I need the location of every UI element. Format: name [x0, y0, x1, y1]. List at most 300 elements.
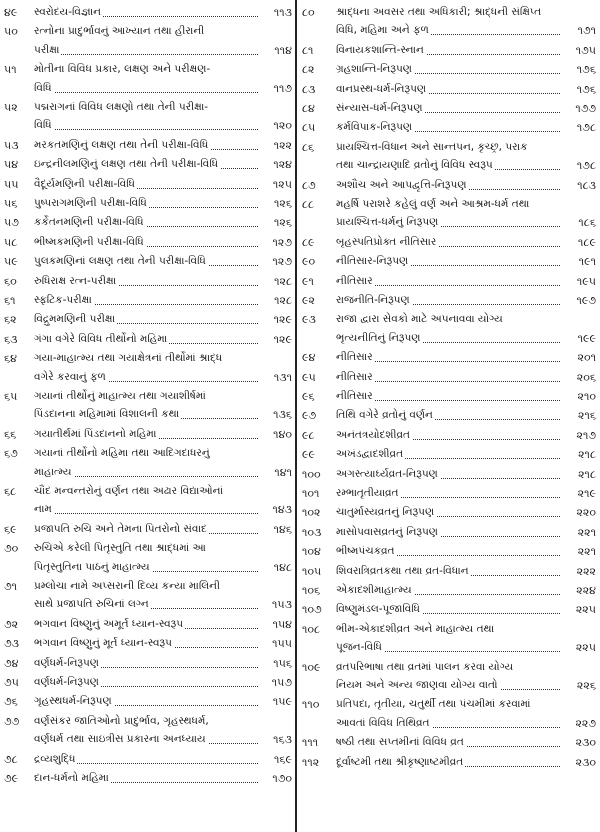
chapter-number: ૮૪ — [302, 102, 315, 115]
chapter-title-text: આવતાં વિવિધ તિથિવ્રત — [336, 716, 430, 729]
chapter-title-text: મરકતમણિનું લક્ષણ તથા તેની પરીક્ષા-વિધિ — [34, 138, 209, 151]
page-number: ૧૪૩ — [258, 501, 292, 518]
chapter-title-text: પિંડદાનના મહિમામાં વિશાલની કથા — [34, 408, 180, 421]
toc-entry[interactable] — [4, 137, 292, 155]
toc-entry[interactable] — [302, 253, 596, 271]
page-number: ૨૨૬ — [560, 677, 596, 694]
page-number: ૧૨૮ — [258, 273, 292, 290]
chapter-number: ૫૪ — [4, 158, 19, 172]
toc-entry[interactable] — [302, 446, 596, 464]
toc-entry[interactable] — [4, 693, 292, 711]
chapter-number: ૬૨ — [4, 313, 17, 327]
chapter-title-line — [336, 677, 596, 694]
chapter-title-line — [34, 731, 292, 748]
page-number: ૧૭૭ — [560, 100, 596, 117]
toc-entry[interactable] — [302, 177, 596, 195]
chapter-title-line — [336, 754, 596, 771]
chapter-title-text: અશૌચ અને આપદ્વૃત્તિ-નિરૂપણ — [336, 178, 467, 191]
page-number: ૨૩૦ — [560, 754, 596, 771]
chapter-title-text: ષષ્ઠી તથા સપ્તમીનાં વિવિધ વ્રત — [336, 736, 464, 749]
chapter-title-text: રુચિએ કરેલી પિતૃસ્તુતિ તથા શ્રાદ્ધમાં આ — [34, 542, 206, 555]
page-number: ૨૦૧ — [560, 349, 596, 366]
chapter-number: ૫૦ — [4, 25, 18, 39]
chapter-title-line — [34, 616, 292, 633]
toc-entry[interactable] — [4, 674, 292, 692]
page-number: ૧૨૭ — [258, 234, 292, 251]
page-number: ૧૨૨ — [258, 137, 292, 154]
chapter-title-line — [34, 311, 292, 328]
chapter-number: ૧૦૫ — [302, 564, 322, 578]
page-number: ૧૫૪ — [258, 616, 292, 633]
chapter-title-line — [34, 195, 292, 212]
toc-entry[interactable] — [302, 369, 596, 387]
chapter-title-text: વર્ણધર્મ-નિરૂપણ — [34, 656, 99, 669]
chapter-title-text: મહર્ષિ પરાશરે કહેલું વર્ણ અને આશ્રમ-ધર્મ તથા — [336, 198, 530, 210]
chapter-title-text: ગયાનાં તીર્થોનું માહાત્મ્ય તથા ગયાશીર્ષમાં — [34, 390, 206, 402]
page-number: ૨૧૦ — [560, 388, 596, 405]
toc-entry[interactable] — [302, 139, 596, 176]
chapter-title-text: પ્રતિપદા, તૃતીયા, ચતુર્થી તથા પંચમીમાં કરવામાં — [336, 698, 531, 711]
chapter-title-line — [336, 601, 596, 618]
chapter-number: ૧૦૧ — [302, 487, 320, 500]
toc-left-column — [4, 0, 292, 832]
chapter-title-line — [34, 578, 292, 595]
chapter-title-line — [34, 464, 292, 481]
chapter-title-text: સ્ફટિક-પરીક્ષા — [34, 294, 92, 306]
chapter-title-text: શિવરાત્રિવ્રતકથા તથા વ્રત-વિધાન — [336, 564, 469, 577]
chapter-title-line — [34, 635, 292, 652]
chapter-title-line — [336, 119, 596, 136]
chapter-title-line — [34, 61, 292, 78]
chapter-number: ૭૩ — [4, 637, 19, 651]
page-number: ૧૪૮ — [258, 559, 292, 576]
toc-entry[interactable] — [302, 621, 596, 658]
chapter-title-line — [34, 137, 292, 154]
page-number: ૨૧૮ — [560, 466, 596, 483]
chapter-number: ૭૨ — [4, 617, 19, 631]
chapter-title-line — [34, 369, 292, 386]
chapter-number: ૭૮ — [4, 752, 18, 766]
chapter-title-text: વાનપ્રસ્થ-ધર્મ-નિરૂપણ — [336, 82, 427, 95]
chapter-title-line — [34, 483, 292, 500]
toc-entry[interactable] — [302, 100, 596, 118]
toc-entry[interactable] — [4, 331, 292, 349]
chapter-title-line — [336, 369, 596, 386]
toc-entry[interactable] — [4, 4, 292, 22]
chapter-title-line — [336, 311, 596, 328]
toc-entry[interactable] — [302, 563, 596, 581]
chapter-title-line — [336, 196, 596, 213]
toc-entry[interactable] — [302, 407, 596, 425]
chapter-title-text: ગ્રહશાન્તિ-નિરૂપણ — [336, 63, 412, 76]
chapter-title-text: નીતિસાર — [336, 274, 373, 287]
chapter-title-text: વર્ણસંકર જાતિઓનો પ્રાદુર્ભાવ, ગૃહસ્થધર્મ, — [34, 714, 209, 727]
chapter-number: ૮૫ — [302, 121, 316, 135]
toc-entry[interactable] — [4, 176, 292, 194]
chapter-title-line — [336, 446, 596, 463]
toc-entry[interactable] — [4, 521, 292, 539]
chapter-title-text: રાજા દ્વારા સેવકો માટે અપનાવવા યોગ્ય — [336, 313, 503, 326]
toc-entry[interactable] — [4, 426, 292, 444]
toc-entry[interactable] — [302, 388, 596, 406]
chapter-title-text: ગૃહસ્થધર્મ-નિરૂપણ — [34, 695, 112, 708]
chapter-title-text: તથા ચાન્દ્રાયણાદિ વ્રતોનું વિવિધ સ્વરૂપ — [336, 159, 493, 172]
chapter-title-text: ભગવાન વિષ્ણુનું અમૂર્ત ધ્યાન-સ્વરૂપ — [34, 617, 184, 630]
page-number: ૧૭૬ — [560, 61, 596, 78]
chapter-title-line — [336, 100, 596, 117]
chapter-title-text: ચાતુર્માસ્યવ્રતનું નિરૂપણ — [336, 506, 435, 519]
chapter-title-line — [34, 501, 292, 518]
chapter-number: ૧૦૦ — [302, 467, 321, 481]
chapter-title-text: મોતીના વિવિધ પ્રકાર, લક્ષણ અને પરીક્ષણ- — [34, 63, 211, 76]
chapter-number: ૭૪ — [4, 656, 19, 670]
chapter-title-line — [34, 674, 292, 691]
chapter-title-line — [336, 4, 596, 21]
chapter-number: ૧૧૨ — [302, 755, 320, 769]
chapter-title-text: વગેરે કરવાનું ફળ — [34, 370, 106, 383]
toc-entry[interactable] — [302, 543, 596, 561]
page-number: ૨૧૯ — [560, 485, 596, 502]
chapter-title-text: વ્રતપરિભાષા તથા વ્રતમાં પાલન કરવા યોગ્ય — [336, 660, 514, 673]
page-number: ૨૨૭ — [560, 715, 596, 732]
page-number: ૧૯૭ — [560, 292, 596, 309]
chapter-title-line — [336, 734, 596, 751]
chapter-title-text: તિથિ વગેરે વ્રતોનું વર્ણન — [336, 409, 433, 422]
chapter-number: ૬૩ — [4, 332, 18, 346]
chapter-number: ૯૨ — [302, 294, 315, 307]
chapter-title-text: નીતિસાર — [336, 370, 373, 383]
chapter-number: ૯૮ — [302, 428, 315, 442]
chapter-title-text: શ્રાદ્ધના અવસર તથા અધિકારી; શ્રાદ્ધની સંક્ષિપ્ત — [336, 6, 542, 18]
chapter-title-line — [34, 331, 292, 348]
chapter-title-text: પ્રમ્લોચા નામે અપ્સરાની દિવ્ય કન્યા માલિની — [34, 580, 220, 592]
chapter-title-line — [336, 543, 596, 560]
chapter-number: ૧૦૨ — [302, 506, 321, 520]
chapter-number: ૬૦ — [4, 274, 17, 288]
page-number: ૧૫૬ — [258, 655, 292, 672]
chapter-number: ૭૦ — [4, 542, 19, 556]
chapter-number: ૮૮ — [302, 198, 315, 211]
chapter-title-text: પુષ્પરાગમણિની પરીક્ષા-વિધિ — [34, 197, 147, 209]
toc-entry[interactable] — [302, 42, 596, 60]
page-number: ૧૫૫ — [258, 635, 292, 652]
toc-entry[interactable] — [302, 601, 596, 619]
chapter-title-line — [34, 521, 292, 538]
page-number: ૧૮૬ — [560, 214, 596, 231]
toc-entry[interactable] — [4, 292, 292, 310]
toc-entry[interactable] — [4, 616, 292, 634]
chapter-title-line — [34, 406, 292, 423]
chapter-number: ૬૯ — [4, 522, 17, 536]
chapter-title-line — [336, 466, 596, 483]
toc-entry[interactable] — [302, 349, 596, 367]
toc-entry[interactable] — [4, 770, 292, 788]
chapter-title-line — [336, 504, 596, 521]
chapter-number: ૯૧ — [302, 274, 314, 288]
chapter-number: ૯૫ — [302, 370, 316, 384]
toc-entry[interactable] — [4, 751, 292, 769]
page-number: ૨૨૧ — [560, 543, 596, 560]
toc-entry[interactable] — [4, 445, 292, 482]
chapter-title-text: ભગવાન વિષ્ણુનું મૂર્ત ધ્યાન-સ્વરૂપ — [34, 637, 172, 650]
toc-entry[interactable] — [4, 350, 292, 387]
chapter-number: ૯૩ — [302, 313, 316, 327]
chapter-title-text: અખંડદ્વાદશીવ્રત — [336, 448, 404, 461]
chapter-title-line — [34, 42, 292, 59]
chapter-title-line — [34, 23, 292, 40]
chapter-title-line — [34, 292, 292, 309]
column-divider — [295, 0, 297, 832]
chapter-title-line — [336, 61, 596, 78]
chapter-title-text: વિનાયકશાન્તિ-સ્નાન — [336, 43, 424, 56]
chapter-number: ૬૮ — [4, 485, 17, 498]
chapter-title-line — [34, 99, 292, 116]
chapter-title-line — [336, 639, 596, 656]
chapter-title-line — [336, 659, 596, 676]
chapter-number: ૯૦ — [302, 255, 316, 269]
chapter-number: ૫૧ — [4, 63, 17, 77]
toc-entry[interactable] — [302, 504, 596, 522]
toc-entry[interactable] — [4, 156, 292, 174]
chapter-title-text: નિયમ અને અન્ય જાણવા યોગ્ય વાતો — [336, 678, 498, 691]
toc-entry[interactable] — [302, 292, 596, 310]
page-number: ૨૨૨ — [560, 563, 596, 580]
chapter-title-line — [34, 540, 292, 557]
chapter-number: ૧૧૧ — [302, 736, 319, 750]
chapter-number: ૭૬ — [4, 695, 18, 709]
chapter-number: ૧૦૬ — [302, 584, 321, 597]
toc-entry[interactable] — [4, 578, 292, 615]
chapter-title-text: ગયાનાં તીર્થોનો મહિમા તથા આદિગદાધરનું — [34, 447, 210, 460]
page-number: ૧૨૯ — [258, 311, 292, 328]
toc-entry[interactable] — [302, 427, 596, 445]
toc-entry[interactable] — [302, 582, 596, 600]
chapter-number: ૮૯ — [302, 235, 315, 249]
toc-entry[interactable] — [302, 61, 596, 79]
page-number: ૧૭૧ — [560, 22, 596, 39]
chapter-title-text: ભીષ્મપંચકવ્રત — [336, 545, 395, 558]
chapter-title-line — [336, 524, 596, 541]
chapter-title-text: વિષ્ણુમંડલ-પૂજાવિધિ — [336, 603, 420, 616]
chapter-number: ૬૬ — [4, 427, 17, 441]
chapter-title-line — [336, 273, 596, 290]
page-number: ૨૧૬ — [560, 407, 596, 424]
toc-entry[interactable] — [302, 4, 596, 41]
page-number: ૧૪૬ — [258, 521, 292, 538]
chapter-title-text: અગસ્ત્યાર્ઘ્યવ્રત-નિરૂપણ — [336, 467, 438, 480]
chapter-number: ૯૯ — [302, 448, 316, 462]
chapter-number: ૧૧૦ — [302, 698, 320, 712]
chapter-title-line — [34, 253, 292, 270]
toc-entry[interactable] — [4, 635, 292, 653]
toc-entry[interactable] — [4, 61, 292, 98]
toc-entry[interactable] — [302, 696, 596, 733]
toc-entry[interactable] — [4, 99, 292, 136]
chapter-title-line — [34, 4, 292, 21]
chapter-number: ૮૬ — [302, 140, 315, 154]
chapter-title-text: દાન-ધર્મનો મહિમા — [34, 772, 109, 784]
chapter-title-line — [336, 253, 596, 270]
toc-entry[interactable] — [302, 754, 596, 772]
chapter-title-line — [34, 156, 292, 173]
toc-entry[interactable] — [302, 273, 596, 291]
page-number: ૧૫૭ — [258, 674, 292, 691]
chapter-number: ૪૯ — [4, 6, 18, 19]
chapter-number: ૧૦૮ — [302, 622, 321, 636]
chapter-number: ૫૩ — [4, 138, 19, 152]
chapter-title-text: કર્કેતનમણિની પરીક્ષા-વિધિ — [34, 216, 144, 229]
page-number: ૧૩૬ — [258, 406, 292, 423]
chapter-title-text: પુલકમણિનાં લક્ષણ તથા તેની પરીક્ષા-વિધિ — [34, 255, 206, 268]
chapter-title-text: વર્ણધર્મ-નિરૂપણ — [34, 676, 99, 688]
page-number: ૧૭૦ — [258, 770, 292, 787]
page-number: ૨૨૫ — [560, 601, 596, 618]
page-number: ૨૦૬ — [560, 369, 596, 386]
chapter-title-text: રુધિરાક્ષ રત્ન-પરીક્ષા — [34, 274, 117, 287]
chapter-title-text: દ્રવ્યશુદ્ધિ — [34, 752, 76, 765]
page-number: ૨૩૦ — [560, 734, 596, 751]
page-number: ૧૨૯ — [258, 331, 292, 348]
chapter-title-line — [336, 407, 596, 424]
chapter-title-line — [336, 621, 596, 638]
chapter-number: ૫૯ — [4, 255, 18, 269]
page-number: ૨૧૭ — [560, 427, 596, 444]
toc-entry[interactable] — [302, 311, 596, 348]
chapter-title-line — [336, 715, 596, 732]
chapter-title-text: સાથે પ્રજાપતિ રુચિનાં લગ્ન — [34, 598, 149, 611]
page-number: ૧૯૫ — [560, 273, 596, 290]
chapter-number: ૫૭ — [4, 216, 19, 230]
toc-entry[interactable] — [4, 214, 292, 232]
chapter-title-line — [34, 713, 292, 730]
chapter-title-line — [336, 214, 596, 231]
chapter-number: ૧૦૯ — [302, 660, 321, 674]
chapter-title-text: વૈદૂર્યમણિની પરીક્ષા-વિધિ — [34, 177, 135, 190]
chapter-title-line — [336, 563, 596, 580]
page-number: ૧૨૭ — [258, 253, 292, 270]
chapter-title-line — [34, 273, 292, 290]
chapter-number: ૮૨ — [302, 63, 315, 77]
chapter-title-text: પૂજન-વિધિ — [336, 641, 382, 654]
chapter-title-text: પદ્મરાગનાં વિવિધ લક્ષણો તથા તેની પરીક્ષા- — [34, 101, 209, 113]
toc-entry[interactable] — [302, 466, 596, 484]
chapter-number: ૬૫ — [4, 390, 18, 403]
chapter-title-text: અનંતત્રયોદશીવ્રત — [336, 428, 411, 441]
chapter-title-line — [34, 117, 292, 134]
toc-entry[interactable] — [302, 234, 596, 252]
chapter-title-line — [336, 177, 596, 194]
chapter-title-line — [34, 770, 292, 787]
toc-entry[interactable] — [4, 311, 292, 329]
chapter-title-line — [336, 22, 596, 39]
page-number: ૧૨૮ — [258, 292, 292, 309]
chapter-title-text: પ્રાયશ્ચિત્ત-વિધાન અને સાન્તપન, કૃચ્છ્ર, પરાક — [336, 140, 528, 153]
toc-entry[interactable] — [4, 388, 292, 425]
page-number: ૧૭૮ — [560, 157, 596, 174]
chapter-number: ૭૧ — [4, 580, 18, 593]
page-number: ૧૨૬ — [258, 195, 292, 212]
chapter-number: ૯૪ — [302, 351, 316, 365]
chapter-number: ૯૬ — [302, 390, 315, 403]
toc-entry[interactable] — [4, 483, 292, 520]
page-number: ૧૨૬ — [258, 214, 292, 231]
toc-entry[interactable] — [4, 655, 292, 673]
toc-entry[interactable] — [4, 234, 292, 252]
toc-entry[interactable] — [4, 540, 292, 577]
chapter-title-text: પરીક્ષા — [34, 43, 60, 56]
toc-entry[interactable] — [302, 485, 596, 503]
toc-entry[interactable] — [4, 23, 292, 60]
chapter-number: ૭૫ — [4, 676, 19, 689]
chapter-title-text: વિદ્રુમમણિની પરીક્ષા — [34, 313, 116, 326]
page-number: ૧૪૧ — [258, 464, 292, 481]
toc-entry[interactable] — [302, 81, 596, 99]
toc-entry[interactable] — [302, 659, 596, 696]
chapter-title-text: સંન્યાસ-ધર્મ-નિરૂપણ — [336, 102, 423, 114]
page-number: ૨૨૧ — [560, 524, 596, 541]
chapter-title-text: નીતિસાર — [336, 351, 373, 364]
toc-entry[interactable] — [4, 713, 292, 750]
page-number: ૧૫૩ — [258, 596, 292, 613]
chapter-title-text: રાજનીતિ-નિરૂપણ — [336, 294, 410, 306]
toc-entry[interactable] — [4, 195, 292, 213]
page-number: ૧૮૩ — [560, 177, 596, 194]
chapter-title-text: વર્ણધર્મ તથા સાઇત્રીસ પ્રકારના અનધ્યાય — [34, 733, 206, 746]
toc-entry[interactable] — [302, 734, 596, 752]
page-number: ૧૬૩ — [258, 731, 292, 748]
page-number: ૧૭૫ — [560, 42, 596, 59]
chapter-title-text: ચૌદ મન્વન્તરોનું વર્ણન તથા અઢાર વિદ્યાઓનાં — [34, 485, 224, 497]
chapter-title-text: માસોપવાસવ્રતનું નિરૂપણ — [336, 525, 438, 538]
page-number: ૧૫૯ — [258, 693, 292, 710]
toc-entry[interactable] — [4, 253, 292, 271]
toc-entry[interactable] — [302, 196, 596, 233]
chapter-title-text: ભૃત્યનીતિનું નિરૂપણ — [336, 331, 421, 344]
chapter-title-line — [336, 330, 596, 347]
chapter-title-line — [336, 349, 596, 366]
chapter-number: ૭૭ — [4, 714, 20, 728]
toc-entry[interactable] — [4, 273, 292, 291]
page-number: ૨૨૦ — [560, 504, 596, 521]
toc-entry[interactable] — [302, 524, 596, 542]
chapter-title-text: રમ્ભાતૃતીયાવ્રત — [336, 487, 399, 499]
page-number: ૧૪૦ — [258, 426, 292, 443]
page-number: ૧૧૩ — [258, 4, 292, 21]
page-number: ૧૯૯ — [560, 330, 596, 347]
chapter-title-line — [34, 176, 292, 193]
chapter-title-line — [336, 157, 596, 174]
chapter-title-text: પિતૃસ્તુતિના પાઠનું માહાત્મ્ય — [34, 560, 150, 573]
chapter-number: ૧૦૪ — [302, 545, 321, 559]
chapter-title-text: નામ — [34, 503, 52, 516]
chapter-title-text: નીતિસાર-નિરૂપણ — [336, 255, 409, 268]
chapter-title-line — [34, 80, 292, 97]
chapter-number: ૧૦૭ — [302, 603, 322, 617]
chapter-title-text: પ્રજાપતિ રુચિ અને તેમના પિતરોનો સંવાદ — [34, 522, 207, 535]
page-number: ૧૨૫ — [258, 176, 292, 193]
page-number: ૨૨૪ — [560, 582, 596, 599]
chapter-number: ૬૪ — [4, 352, 17, 366]
chapter-number: ૧૦૩ — [302, 525, 322, 539]
chapter-number: ૭૯ — [4, 772, 19, 785]
chapter-title-line — [34, 751, 292, 768]
page-number: ૧૮૯ — [560, 234, 596, 251]
chapter-title-line — [34, 596, 292, 613]
toc-entry[interactable] — [302, 119, 596, 137]
chapter-title-text: માહાત્મ્ય — [34, 465, 72, 478]
chapter-title-text: એકાદશીમાહાત્મ્ય — [336, 584, 412, 596]
chapter-title-line — [34, 693, 292, 710]
